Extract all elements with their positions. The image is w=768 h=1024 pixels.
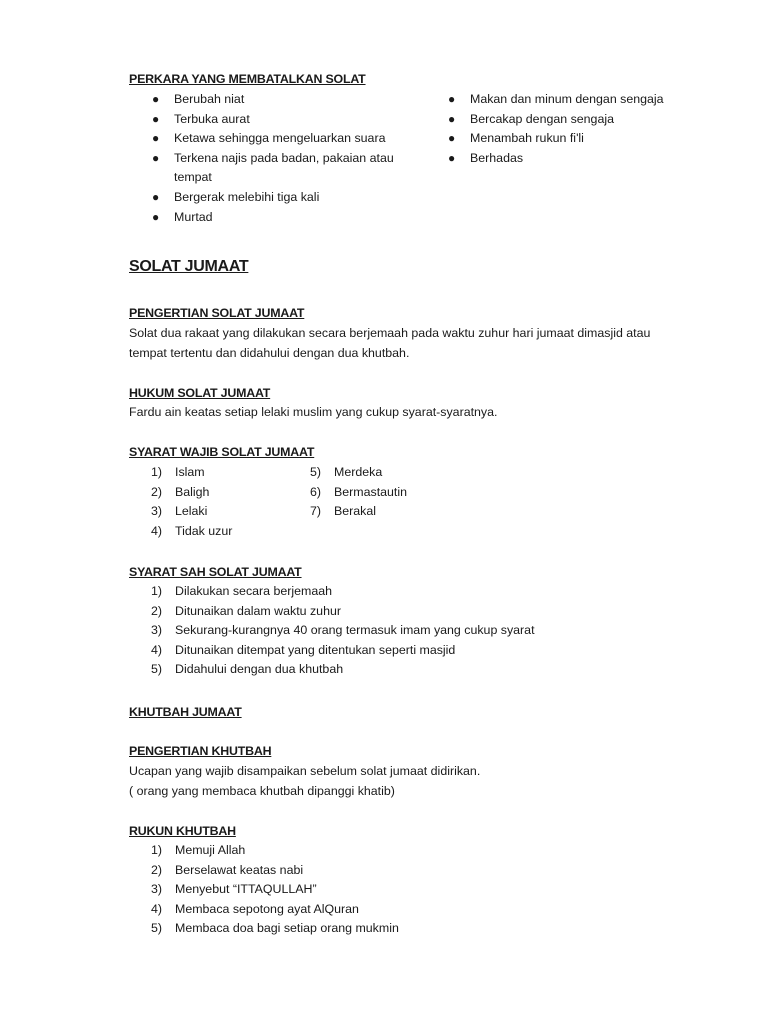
list-item: 1) Memuji Allah [151,843,246,857]
bullet-icon: ● [448,111,456,126]
list-item: ● Ketawa sehingga mengeluarkan suara [152,129,432,149]
pengertian-solat-heading: PENGERTIAN SOLAT JUMAAT [129,306,305,320]
bullet-icon: ● [152,111,160,126]
perkara-left-list [152,90,432,227]
list-item: ● Makan dan minum dengan sengaja [448,90,748,110]
list-item: 7) Berakal [310,504,377,519]
pengertian-solat-text: Solat dua rakaat yang dilakukan secara berjemaah pada waktu zuhur hari jumaat dimasjid atau tempat tertentu dan didahului dengan dua khutbah. [129,326,651,360]
syarat-sah-heading: SYARAT SAH SOLAT JUMAAT [129,565,302,579]
pengertian-khutbah-text: Ucapan yang wajib disampaikan sebelum solat jumaat didirikan. ( orang yang membaca khutbah dipanggi khatib) [129,764,481,798]
hukum-text: Fardu ain keatas setiap lelaki muslim yang cukup syarat-syaratnya. [129,405,498,419]
list-item: 6) Bermastautin [310,484,408,499]
rukun-khutbah-heading: RUKUN KHUTBAH [129,824,236,838]
list-item: ● Berhadas [448,149,748,169]
bullet-icon: ● [152,131,160,146]
solat-jumaat-title: SOLAT JUMAAT [129,258,249,275]
bullet-icon: ● [152,189,160,204]
bullet-icon: ● [448,131,456,146]
list-item: 3) Sekurang-kurangnya 40 orang termasuk imam yang cukup syarat [151,623,535,638]
list-item: 5) Merdeka [310,465,383,479]
list-item: ● Menambah rukun fi'li [448,129,748,149]
bullet-icon: ● [152,209,160,224]
perkara-heading: PERKARA YANG MEMBATALKAN SOLAT [129,72,366,86]
syarat-wajib-heading: SYARAT WAJIB SOLAT JUMAAT [129,445,315,459]
rukun-khutbah-list [151,841,711,939]
bullet-icon: ● [448,92,456,106]
list-item: 5) Membaca doa bagi setiap orang mukmin [151,921,399,936]
syarat-wajib-left-list [151,463,301,541]
list-item: 2) Ditunaikan dalam waktu zuhur [151,603,341,618]
syarat-sah-list [151,582,711,680]
khutbah-jumaat-heading: KHUTBAH JUMAAT [129,705,242,719]
list-item: 2) Berselawat keatas nabi [151,862,304,877]
list-item: 1) Dilakukan secara berjemaah [151,584,333,598]
bullet-icon: ● [152,92,160,106]
perkara-right-list [448,90,748,168]
list-item: ● Berubah niat [152,90,432,110]
hukum-heading: HUKUM SOLAT JUMAAT [129,386,271,400]
list-item: ● Terkena najis pada badan, pakaian atau tempat [152,150,394,185]
list-item: ● Bercakap dengan sengaja [448,110,748,130]
list-item: 2) Baligh [151,484,210,499]
list-item: ● Murtad [152,208,432,228]
bullet-icon: ● [448,150,456,165]
list-item: ● Terbuka aurat [152,110,432,130]
pengertian-khutbah-heading: PENGERTIAN KHUTBAH [129,744,272,758]
list-item: 3) Menyebut “ITTAQULLAH” [151,882,317,897]
list-item: 3) Lelaki [151,504,208,519]
list-item: 4) Ditunaikan ditempat yang ditentukan seperti masjid [151,642,456,657]
list-item: ● Bergerak melebihi tiga kali [152,188,432,208]
list-item: 4) Membaca sepotong ayat AlQuran [151,901,359,916]
list-item: 4) Tidak uzur [151,523,233,538]
bullet-icon: ● [152,150,160,165]
syarat-wajib-right-list [310,463,510,522]
list-item: 1) Islam [151,465,205,479]
list-item: 5) Didahului dengan dua khutbah [151,662,344,677]
